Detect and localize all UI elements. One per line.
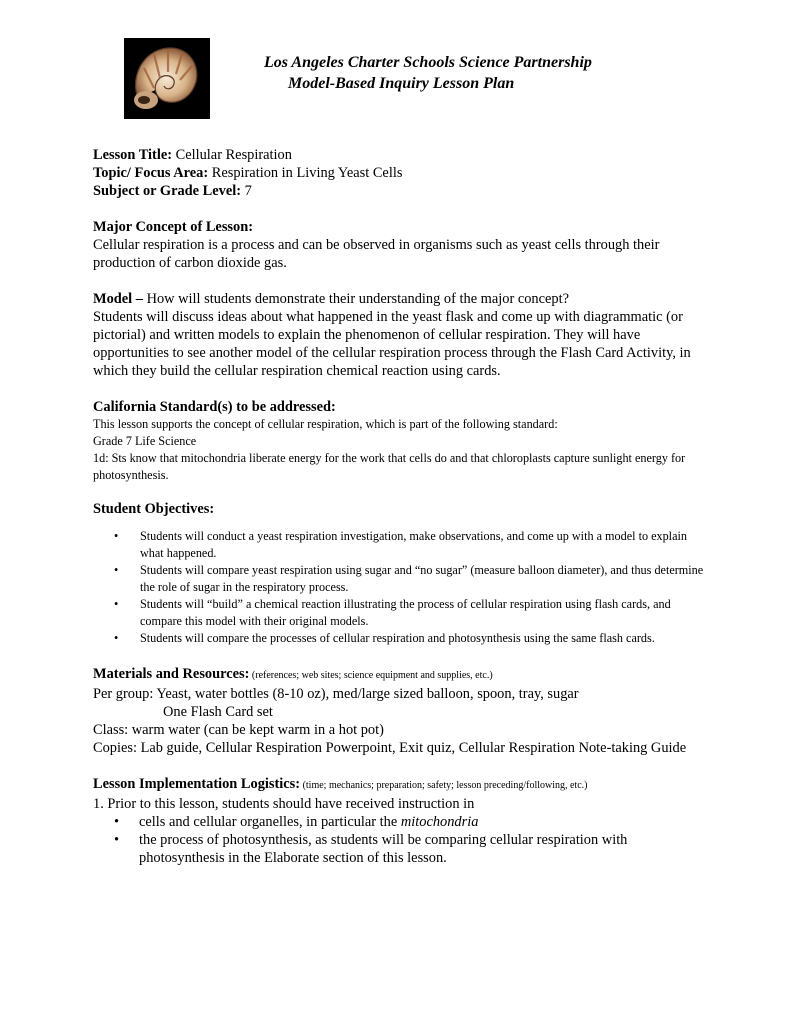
- grade-label: Subject or Grade Level:: [93, 183, 242, 199]
- document-header: [264, 52, 764, 94]
- standards-line-1: This lesson supports the concept of cellular respiration, which is part of the following standard:: [93, 417, 558, 431]
- logistics-bullet-1-em: mitochondria: [400, 814, 479, 830]
- lesson-plan-body: [93, 146, 708, 867]
- materials-flash-card: One Flash Card set: [163, 704, 273, 720]
- list-item: • the process of photosynthesis, as students will be comparing cellular respiration with photosynthesis in the Elaborate section of this lesson.: [93, 831, 708, 867]
- lesson-title-row: [93, 146, 708, 164]
- model-label: Model –: [93, 291, 143, 307]
- materials-per-group: Per group: Yeast, water bottles (8-10 oz), med/large sized balloon, spoon, tray, sugar: [93, 686, 579, 702]
- grade-value: 7: [241, 183, 252, 199]
- objectives-heading: Student Objectives:: [93, 501, 215, 517]
- materials-copies: Copies: Lab guide, Cellular Respiration Powerpoint, Exit quiz, Cellular Respiration Note-taking Guide: [93, 740, 687, 756]
- materials-heading-row: [93, 665, 708, 685]
- topic-value: Respiration in Living Yeast Cells: [208, 165, 403, 181]
- nautilus-logo: [124, 38, 210, 119]
- materials-class: Class: warm water (can be kept warm in a hot pot): [93, 722, 384, 738]
- grade-row: [93, 182, 708, 200]
- model-question: [93, 290, 708, 308]
- list-item: • Students will conduct a yeast respiration investigation, make observations, and come up with a model to explain what happened.: [93, 528, 708, 562]
- logistics-note: (time; mechanics; preparation; safety; lesson preceding/following, etc.): [300, 780, 588, 791]
- materials-note: (references; web sites; science equipment and supplies, etc.): [249, 670, 493, 681]
- materials-heading: Materials and Resources:: [93, 666, 250, 682]
- lesson-title-value: Cellular Respiration: [172, 147, 292, 163]
- logistics-bullet-1-text: cells and cellular organelles, in particular the: [139, 814, 401, 830]
- logistics-heading: Lesson Implementation Logistics:: [93, 776, 301, 792]
- list-item: [93, 813, 708, 831]
- list-item: • Students will compare yeast respiration using sugar and “no sugar” (measure balloon diameter), and thus determine the role of sugar in the respiratory process.: [93, 562, 708, 596]
- objectives-list: [93, 528, 708, 647]
- logistics-list: [93, 813, 708, 867]
- logistics-item-1: 1. Prior to this lesson, students should have received instruction in: [93, 796, 475, 812]
- topic-label: Topic/ Focus Area:: [93, 165, 209, 181]
- major-concept-heading: Major Concept of Lesson:: [93, 219, 254, 235]
- standards-line-3: 1d: Sts know that mitochondria liberate energy for the work that cells do and that chloroplasts capture sunlight energy for photosynthesis.: [93, 451, 686, 482]
- topic-row: [93, 164, 708, 182]
- standards-line-2: Grade 7 Life Science: [93, 434, 197, 448]
- header-line-1: Los Angeles Charter Schools Science Partnership: [264, 54, 592, 71]
- logistics-heading-row: [93, 775, 708, 795]
- list-item: • Students will “build” a chemical reaction illustrating the process of cellular respiration using flash cards, and compare this model with their original models.: [93, 596, 708, 630]
- standards-heading: California Standard(s) to be addressed:: [93, 399, 336, 415]
- model-question-text: How will students demonstrate their understanding of the major concept?: [142, 291, 569, 307]
- model-text: Students will discuss ideas about what happened in the yeast flask and come up with diagrammatic (or pictorial) and written models to explain the phenomenon of cellular respiration. They will have opportunities to see another model of the cellular respiration process through the Flash Card Activity, in which they build the cellular respiration chemical reaction using cards.: [93, 309, 691, 379]
- header-line-2: Model-Based Inquiry Lesson Plan: [288, 75, 515, 92]
- lesson-title-label: Lesson Title:: [93, 147, 173, 163]
- major-concept-text: Cellular respiration is a process and can be observed in organisms such as yeast cells through their production of carbon dioxide gas.: [93, 237, 660, 271]
- list-item: • Students will compare the processes of cellular respiration and photosynthesis using the same flash cards.: [93, 630, 708, 647]
